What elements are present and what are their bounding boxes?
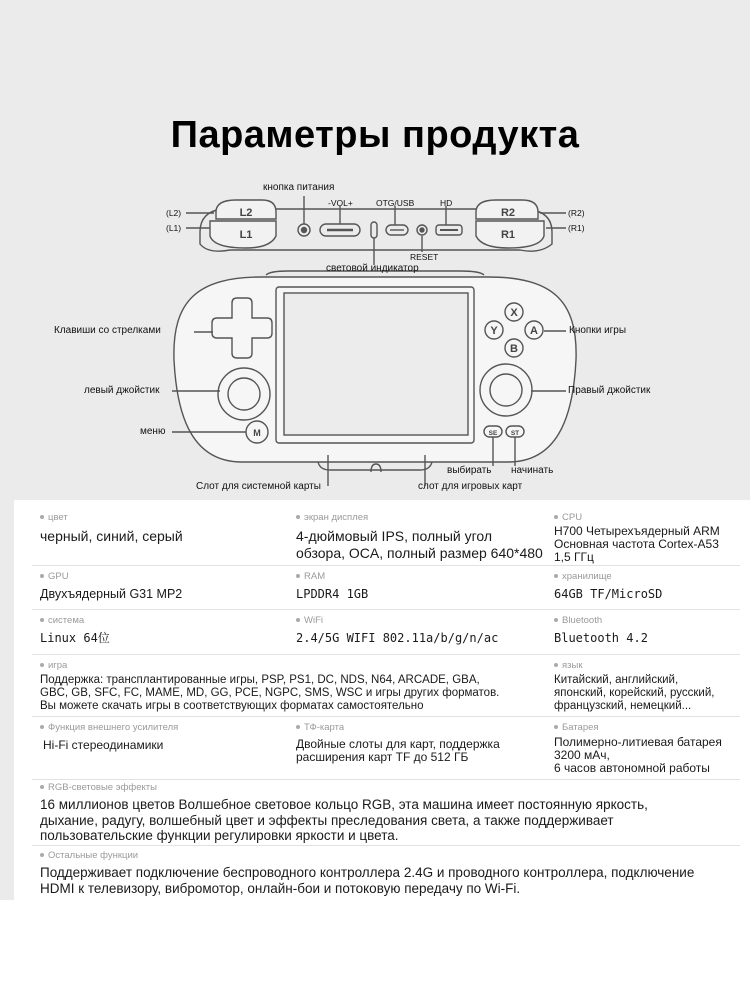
spec-storage-value: 64GB TF/MicroSD xyxy=(554,587,663,601)
otg-label: OTG/USB xyxy=(376,198,415,208)
volume-label: -VOL+ xyxy=(328,198,353,208)
game-slot-label: слот для игровых карт xyxy=(418,481,523,492)
bullet-icon xyxy=(554,515,558,519)
spec-ram xyxy=(296,571,368,602)
hd-label: HD xyxy=(440,198,453,208)
divider xyxy=(32,565,740,566)
spec-other-value: Поддерживает подключение беспроводного контроллера 2.4G и проводного контроллера, подключение HDMI к телевизору, вибромотор, онлайн-бои и потоковую передачу по Wi-Fi. xyxy=(40,865,695,896)
divider xyxy=(32,779,740,780)
divider xyxy=(32,654,740,655)
left-stick-label: левый джойстик xyxy=(84,385,160,396)
r1-key-text: R1 xyxy=(500,229,516,241)
bullet-icon xyxy=(40,725,44,729)
spec-amp xyxy=(40,722,178,753)
divider xyxy=(32,845,740,846)
r1-tag: (R1) xyxy=(568,223,585,233)
spec-wifi xyxy=(296,615,498,646)
divider xyxy=(32,716,740,717)
spec-color-label: цвет xyxy=(48,512,68,523)
headphone-icon xyxy=(371,464,381,472)
system-slot-label: Слот для системной карты xyxy=(196,481,321,492)
l1-key-text: L1 xyxy=(239,229,253,241)
spec-language xyxy=(554,660,714,713)
spec-cpu-value: H700 Четырехъядерный ARM Основная частота Cortex-A53 1,5 ГГц xyxy=(554,524,720,564)
st-key-text: ST xyxy=(510,430,520,437)
spec-ram-label: RAM xyxy=(304,571,326,582)
spec-system-label: система xyxy=(48,615,85,626)
l2-key-text: L2 xyxy=(239,207,253,219)
spec-bluetooth-value: Bluetooth 4.2 xyxy=(554,631,648,645)
se-key-text: SE xyxy=(488,430,498,437)
spec-wifi-label: WiFi xyxy=(304,615,323,626)
spec-amp-label: Функция внешнего усилителя xyxy=(48,722,179,733)
bullet-icon xyxy=(296,725,300,729)
bullet-icon xyxy=(554,663,558,667)
l2-tag: (L2) xyxy=(166,208,182,218)
bullet-icon xyxy=(296,574,300,578)
m-key-text: M xyxy=(253,428,261,438)
spec-storage xyxy=(554,571,662,602)
bullet-icon xyxy=(40,618,44,622)
spec-bluetooth xyxy=(554,615,648,646)
spec-games-label: игра xyxy=(48,660,68,671)
spec-gpu-value: Двухъядерный G31 MP2 xyxy=(40,587,183,601)
a-key-text: A xyxy=(530,325,538,337)
bullet-icon xyxy=(40,853,44,857)
led-window xyxy=(371,222,377,238)
spec-gpu xyxy=(40,571,182,602)
spec-battery-label: Батарея xyxy=(562,722,599,733)
spec-system-value: Linux 64位 xyxy=(40,631,110,645)
spec-ram-value: LPDDR4 1GB xyxy=(296,587,369,601)
start-label: начинать xyxy=(511,465,554,476)
r2-key-text: R2 xyxy=(500,207,516,219)
bullet-icon xyxy=(40,785,44,789)
bullet-icon xyxy=(40,574,44,578)
divider xyxy=(32,609,740,610)
l1-tag: (L1) xyxy=(166,223,182,233)
spec-color xyxy=(40,512,183,545)
spec-table xyxy=(14,500,750,900)
spec-cpu-label: CPU xyxy=(562,512,583,523)
spec-gpu-label: GPU xyxy=(48,571,69,582)
spec-screen-label: экран дисплея xyxy=(304,512,369,523)
right-stick-label: Правый джойстик xyxy=(568,385,651,396)
spec-bluetooth-label: Bluetooth xyxy=(562,615,603,626)
spec-cpu xyxy=(554,512,720,564)
spec-rgb xyxy=(40,782,648,844)
power-button-label: кнопка питания xyxy=(263,182,335,193)
bullet-icon xyxy=(554,574,558,578)
menu-label: меню xyxy=(140,426,166,437)
spec-wifi-value: 2.4/5G WIFI 802.11a/b/g/n/ac xyxy=(296,631,499,645)
spec-tf-label: ТФ-карта xyxy=(304,722,345,733)
bullet-icon xyxy=(554,725,558,729)
bullet-icon xyxy=(296,515,300,519)
bullet-icon xyxy=(40,515,44,519)
r2-tag: (R2) xyxy=(568,208,585,218)
game-buttons-label: Кнопки игры xyxy=(569,325,627,336)
led-label: световой индикатор xyxy=(326,263,419,274)
bullet-icon xyxy=(296,618,300,622)
spec-other xyxy=(40,850,694,896)
screen xyxy=(284,293,468,435)
b-key-text: B xyxy=(510,343,518,355)
spec-amp-value: Hi-Fi стереодинамики xyxy=(43,738,164,752)
spec-games xyxy=(40,660,499,713)
x-key-text: X xyxy=(510,307,518,319)
spec-games-value: Поддержка: трансплантированные игры, PSP, PS1, DC, NDS, N64, ARCADE, GBA, GBC, GB, SFC, FC, MAME, MD, GG, PCE, NGPC, SMS, WSC и игры других форматов. Вы можете скачать игры в соответствующих форматах самостоятельно xyxy=(40,674,500,712)
spec-tf xyxy=(296,722,500,764)
spec-system xyxy=(40,615,110,646)
spec-other-label: Остальные функции xyxy=(48,850,139,861)
spec-rgb-label: RGB-световые эффекты xyxy=(48,782,157,793)
spec-color-value: черный, синий, серый xyxy=(40,528,183,544)
spec-battery xyxy=(554,722,722,775)
spec-screen xyxy=(296,512,543,562)
reset-label: RESET xyxy=(410,252,439,262)
spec-tf-value: Двойные слоты для карт, поддержка расширения карт TF до 512 ГБ xyxy=(296,737,500,764)
spec-language-label: язык xyxy=(562,660,583,671)
bullet-icon xyxy=(40,663,44,667)
spec-battery-value: Полимерно-литиевая батарея 3200 мАч, 6 часов автономной работы xyxy=(554,735,722,775)
spec-language-value: Китайский, английский, японский, корейский, русский, французский, немецкий... xyxy=(554,674,715,712)
dpad-label: Клавиши со стрелками xyxy=(54,325,161,336)
select-label: выбирать xyxy=(447,465,492,476)
spec-storage-label: хранилище xyxy=(562,571,612,582)
bullet-icon xyxy=(554,618,558,622)
spec-screen-value: 4-дюймовый IPS, полный угол обзора, OCA, полный размер 640*480 xyxy=(296,528,543,561)
page-title: Параметры продукта xyxy=(170,114,580,156)
bottom-whitespace xyxy=(0,900,750,1000)
spec-rgb-value: 16 миллионов цветов Волшебное световое кольцо RGB, эта машина имеет постоянную яркость, дыхание, радугу, волшебный цвет и эффекты преследования света, а также поддерживает пользовательские функции регулировки яркости и цвета. xyxy=(40,797,648,843)
y-key-text: Y xyxy=(490,325,498,337)
